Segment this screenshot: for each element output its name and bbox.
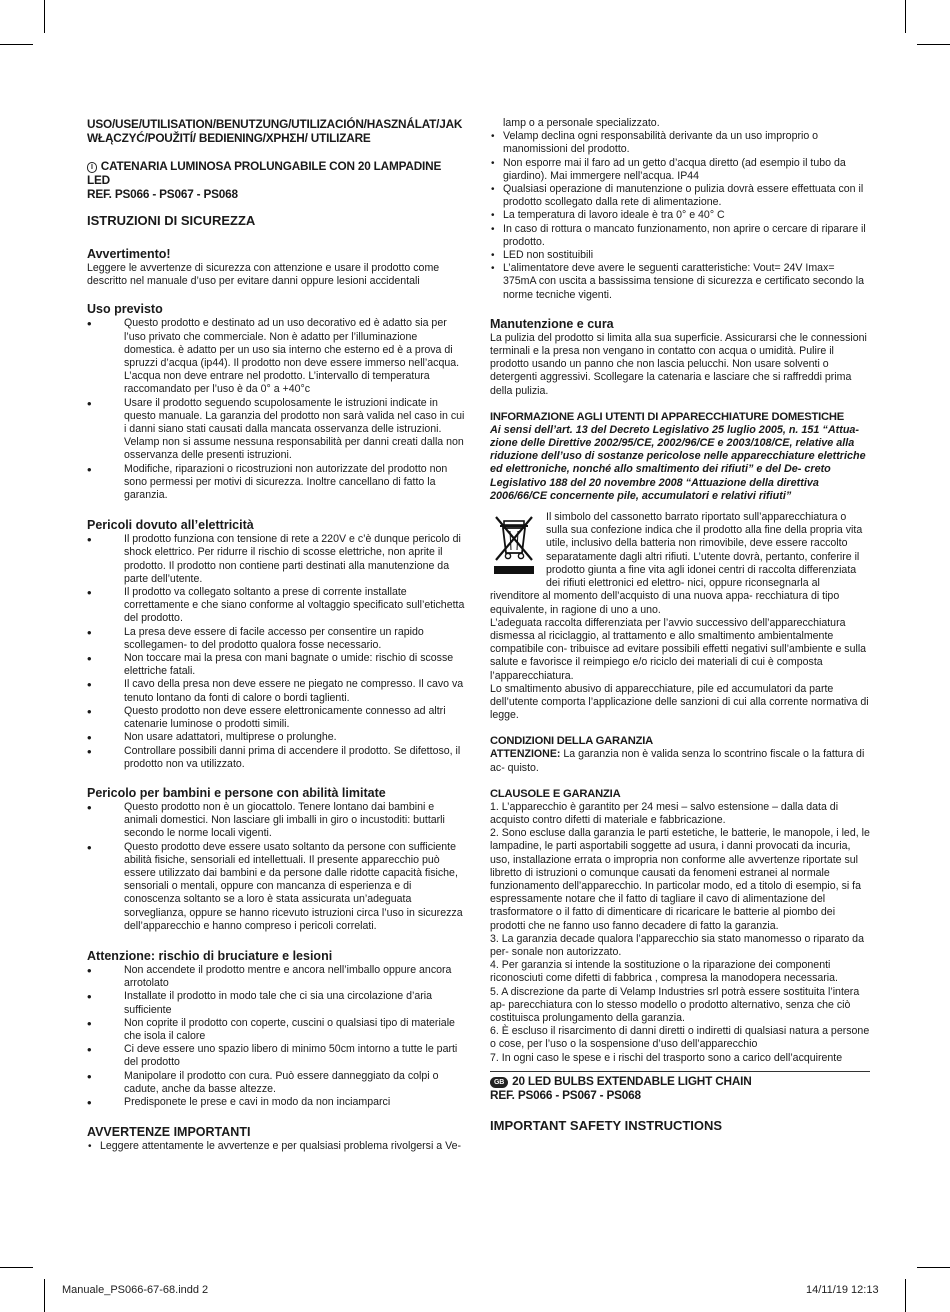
crop-mark (44, 1279, 45, 1312)
list-item: • Non toccare mai la presa con mani bagnate o umide: rischio di scosse elettriche fatali. (87, 652, 467, 678)
burn-hazard-title: Attenzione: rischio di bruciature e lesioni (87, 948, 333, 963)
list-item: • Questo prodotto e destinato ad un uso decorativo ed è adatto sia per l’uso privato che commerciale. Non è adatto per l’illuminazione domestica. è adatto per un uso sia interno che esterno ed è a prova di spruzzi d’acqua (ip44). Il prodotto non deve essere immerso nell’acqua. L’acqua non deve entrare nel prodotto. L’intervallo di temperatura raccomandato per l’uso è da 0° a +40°c (87, 317, 467, 396)
clause-item: 2. Sono escluse dalla garanzia le parti estetiche, le batterie, le manopole, i led, le lampadine, le parti asportabili soggette ad usura, i danni provocati da incuria, uso, installazione errata o impropria non conforme alle avvertenze riportate sul libretto di istruzioni o comunque causati da fenomeni estranei al normale funzionamento dell’apparecchio. In particolar modo, ed a titolo di esempio, si fa espressamente notare che il fatto di tagliare il cavo di alimentazione del trasformatore o il fatto di dimenticare di ricaricare le batterie al piombo dei prodotti che ne fanno uso fanno decadere di fatto la garanzia. (490, 827, 870, 932)
list-item: • Non usare adattatori, multiprese o prolunghe. (87, 731, 467, 744)
italy-flag-icon: I (87, 162, 97, 173)
warning-title: Avvertimento! (87, 247, 171, 261)
clause-item: 5. A discrezione da parte di Velamp Industries srl potrà essere sostituita l’intera ap- parecchiatura con lo stesso modello o prodotto alternativo, senza che ciò costituisca prolungamento della garanzia. (490, 985, 860, 1024)
warranty-clauses-title: CLAUSOLE E GARANZIA (490, 787, 621, 800)
electric-hazard-list (87, 533, 467, 771)
gb-product-title-text: 20 LED BULBS EXTENDABLE LIGHT CHAIN (512, 1073, 752, 1088)
children-hazard-title: Pericolo per bambini e persone con abilità limitate (87, 785, 386, 800)
list-item: • Predisponete le prese e cavi in modo da non inciamparci (87, 1096, 467, 1109)
gb-product-title (490, 1074, 870, 1088)
list-item: • Qualsiasi operazione di manutenzione o pulizia dovrà essere effettuata con il prodotto scollegato dalla rete di alimentazione. (490, 183, 870, 209)
footer-filename: Manuale_PS066-67-68.indd 2 (62, 1284, 209, 1296)
important-warnings-continued (490, 117, 870, 302)
warranty-conditions-text (490, 748, 870, 774)
attention-text: La garanzia non è valida senza lo scontrino fiscale o la fattura di ac- quisto. (490, 748, 865, 774)
warranty-conditions-title: CONDIZIONI DELLA GARANZIA (490, 735, 654, 748)
weee-legal-text: Ai sensi dell’art. 13 del Decreto Legislativo 25 luglio 2005, n. 151 “Attua- zione delle Direttive 2002/95/CE, 2002/96/CE e 2003/108/CE, relative alla riduzione dell’uso di sostanze pericolose nelle apparecchiature elettriche ed elettroniche, nonché allo smaltimento dei rifiuti” e del De- creto Legislativo 188 del 20 novembre 2008 “Attuazione della direttiva 2006/66/CE concernente pile, accumulatori e relativi rifiuti” (490, 423, 866, 502)
left-column (87, 117, 467, 1153)
list-item: • Questo prodotto deve essere usato soltanto da persone con sufficiente abilità fisiche, sensoriali ed intellettuali. Il presente apparecchio può essere utilizzato dai bambini e da persone dalle ridotte capacità fisiche, sensoriali o mentali, oppure con mancanza di esperienza e di conoscenza soltanto se a loro è stata assicurata un’adeguata sorveglianza, oppure se hanno ricevuto istruzioni circa l’uso in sicurezza dell’apparecchio e hanno compreso i pericoli correlati. (87, 841, 467, 933)
clause-item: 4. Per garanzia si intende la sostituzione o la riparazione dei componenti riconosciuti come difetti di fabbrica , compresa la manodopera necessaria. (490, 959, 839, 985)
clause-item: 6. È escluso il risarcimento di danni diretti o indiretti di qualsiasi natura a persone o cose, per l’uso o la sospensione d’uso dell’apparecchio (490, 1025, 870, 1051)
gb-flag-icon: GB (490, 1077, 508, 1088)
list-item: • Il prodotto va collegato soltanto a prese di corrente installate correttamente e che siano conforme al voltaggio specificato sull’etichetta del prodotto. (87, 586, 467, 626)
gb-product-ref: REF. PS066 - PS067 - PS068 (490, 1087, 641, 1102)
list-item: • La temperatura di lavoro ideale è tra 0° e 40° C (490, 209, 870, 222)
crop-mark (0, 44, 33, 45)
burn-hazard-list (87, 964, 467, 1109)
list-item: • Non coprite il prodotto con coperte, cuscini o qualsiasi tipo di materiale che isola il calore (87, 1017, 467, 1043)
list-item: • Usare il prodotto seguendo scupolosamente le istruzioni indicate in questo manuale. La garanzia del prodotto non sarà valida nel caso in cui i danni siano stati causati dalla mancata osservanza delle istruzioni. Velamp non si assume nessuna responsabilità per danni creati dalla non osservanza delle presenti istruzioni. (87, 397, 467, 463)
crop-mark (44, 0, 45, 33)
list-item: • L’alimentatore deve avere le seguenti caratteristiche: Vout= 24V Imax= 375mA con uscita a bassissima tensione di sicurezza e certificato secondo la norme tecniche vigenti. (490, 262, 870, 302)
crossed-bin-icon (490, 513, 538, 577)
intended-use-list (87, 317, 467, 502)
list-item: • Questo prodotto non deve essere elettronicamente connesso ad altri catenarie luminose o prodotti simili. (87, 705, 467, 731)
list-item: • In caso di rottura o mancato funzionamento, non aprire o cercare di riparare il prodotto. (490, 223, 870, 249)
weee-text-2: L’adeguata raccolta differenziata per l’avvio successivo dell’apparecchiatura dismessa al riciclaggio, al trattamento e allo smaltimento ambientalmente compatibile con- tribuisce ad evitare possibili effetti negativi sull’ambiente e sulla salute e favorisce il reimpiego e/o riciclo dei materiali di cui è composta l’apparecchiatura. (490, 616, 867, 682)
crop-mark (905, 1279, 906, 1312)
important-warnings-list (87, 1140, 467, 1153)
crop-mark (0, 1267, 33, 1268)
clause-item: 7. In ogni caso le spese e i rischi del trasporto sono a carico dell’acquirente (490, 1051, 843, 1064)
weee-text-1: Il simbolo del cassonetto barrato riportato sull’apparecchiatura o sulla sua confezione indica che il prodotto alla fine della propria vita utile, inclusivo della batteria non rimovibile, deve essere raccolto separatamente dagli altri rifiuti. L’utente dovrà, pertanto, conferire il prodotto giunta a fine vita agli idonei centri di raccolta differenziata dei rifiuti elettronici ed elettro- nici, oppure riconsegnarla al rivenditore al momento dell’acquisto di una nuova appa- recchiatura di tipo equivalente, in ragione di uno a uno. (490, 511, 863, 616)
children-hazard-list (87, 801, 467, 933)
list-item: • Installate il prodotto in modo tale che ci sia una circolazione d’aria sufficiente (87, 990, 467, 1016)
list-item: • La presa deve essere di facile accesso per consentire un rapido scollegamen- to del prodotto qualora fosse necessario. (87, 626, 467, 652)
list-item: • Ci deve essere uno spazio libero di minimo 50cm intorno a tutte le parti del prodotto (87, 1043, 467, 1069)
list-item: • Non esporre mai il faro ad un getto d’acqua diretto (ad esempio il tubo da giardino). Mai immergere nell’acqua. IP44 (490, 157, 870, 183)
weee-section (490, 511, 870, 722)
clause-item: 3. La garanzia decade qualora l’apparecchio sia stato manomesso o riparato da per- sonale non autorizzato. (490, 932, 864, 958)
important-warnings-title: AVVERTENZE IMPORTANTI (87, 1125, 251, 1140)
electric-hazard-title: Pericoli dovuto all’elettricità (87, 518, 254, 533)
list-item: • Questo prodotto non è un giocattolo. Tenere lontano dai bambini e animali domestici. Non lasciare gli imballi in giro o incustoditi: buttarli secondo le norme locali vigenti. (87, 801, 467, 841)
warranty-clauses (490, 801, 870, 1065)
list-item-continued: lamp o a personale specializzato. (503, 117, 660, 129)
list-item: • Non accendete il prodotto mentre e ancora nell’imballo oppure ancora arrotolato (87, 964, 467, 990)
clause-item: 1. L’apparecchio è garantito per 24 mesi – salvo estensione – dalla data di acquisto contro difetti di materiale e fabbricazione. (490, 800, 839, 826)
attention-label: ATTENZIONE: (490, 748, 561, 761)
maintenance-title: Manutenzione e cura (490, 316, 614, 331)
gb-safety-title: IMPORTANT SAFETY INSTRUCTIONS (490, 1117, 723, 1133)
section-divider (490, 1071, 870, 1072)
crop-mark (917, 1267, 950, 1268)
list-item: • Leggere attentamente le avvertenze e per qualsiasi problema rivolgersi a Ve- (87, 1140, 467, 1153)
maintenance-text: La pulizia del prodotto si limita alla sua superficie. Assicurarsi che le connessioni terminali e la presa non vengano in contatto con acqua o umidità. Pulire il prodotto usando un panno che non lascia pelucchi. Non usare solventi o detergenti aggressivi. Scollegare la catenaria e lasciare che si raffreddi prima della pulizia. (490, 331, 867, 397)
crop-mark (917, 44, 950, 45)
product-title-text: CATENARIA LUMINOSA PROLUNGABILE CON 20 LAMPADINE LED (87, 159, 442, 187)
list-item: • Velamp declina ogni responsabilità derivante da un uso improprio o manomissioni del prodotto. (490, 130, 870, 156)
footer-date: 14/11/19 12:13 (806, 1284, 879, 1296)
list-item: • Manipolare il prodotto con cura. Può essere danneggiato da colpi o cadute, anche da basse altezze. (87, 1070, 467, 1096)
crop-mark (905, 0, 906, 33)
right-column (490, 117, 870, 1134)
warning-text: Leggere le avvertenze di sicurezza con attenzione e usare il prodotto come descritto nel manuale d’uso per evitare danni oppure lesioni accidentali (87, 262, 440, 288)
use-heading: USO/USE/UTILISATION/BENUTZUNG/UTILIZACIÓN/HASZNÁLAT/JAK WŁĄCZYĆ/POUŽITÍ/ BEDIENING/ΧΡΗΣΗ/ UTILIZARE (87, 117, 463, 145)
safety-title: ISTRUZIONI DI SICUREZZA (87, 213, 256, 228)
weee-text-3: Lo smaltimento abusivo di apparecchiature, pile ed accumulatori da parte dell’utente comporta l’applicazione delle sanzioni di cui alla corrente normativa di legge. (490, 682, 869, 722)
product-ref: REF. PS066 - PS067 - PS068 (87, 187, 238, 201)
list-item: • LED non sostituibili (490, 249, 870, 262)
weee-title: INFORMAZIONE AGLI UTENTI DI APPARECCHIATURE DOMESTICHE (490, 410, 845, 423)
intended-use-title: Uso previsto (87, 302, 163, 317)
list-item: • Il prodotto funziona con tensione di rete a 220V e c’è dunque pericolo di shock elettrico. Per ridurre il rischio di scosse elettriche, non aprite il prodotto. Il prodotto non contiene parti destinati alla manutenzione da parte dell’utente. (87, 533, 467, 586)
list-item: • Modifiche, riparazioni o ricostruzioni non autorizzate del prodotto non sono permessi per motivi di sicurezza. Inoltre cancellano di fatto la garanzia. (87, 463, 467, 503)
list-item: • Il cavo della presa non deve essere ne piegato ne compresso. Il cavo va tenuto lontano da fonti di calore o bordi taglienti. (87, 678, 467, 704)
list-item: • Controllare possibili danni prima di accendere il prodotto. Se difettoso, il prodotto non va utilizzato. (87, 745, 467, 771)
product-title (87, 159, 467, 187)
